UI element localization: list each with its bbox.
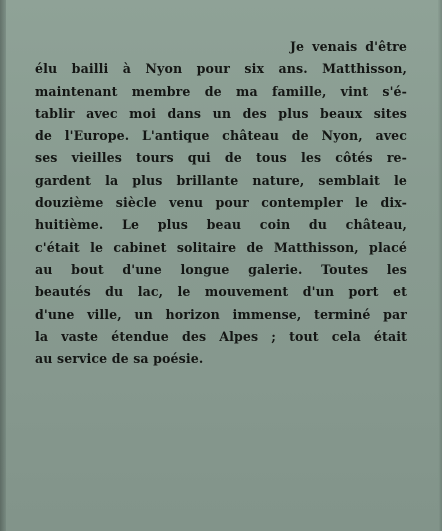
text-line: c'était le cabinet solitaire de Matthisson, placé — [35, 239, 407, 255]
paragraph — [35, 36, 407, 370]
text-line: douzième siècle venu pour contempler le dix- — [35, 195, 407, 211]
text-line: de l'Europe. L'antique château de Nyon, avec — [35, 128, 407, 144]
text-line: maintenant membre de ma famille, vint s'é- — [35, 83, 407, 99]
text-line: élu bailli à Nyon pour six ans. Matthisson, — [35, 61, 407, 77]
text-line: ses vieilles tours qui de tous les côtés re- — [35, 150, 407, 166]
text-line: au bout d'une longue galerie. Toutes les — [35, 261, 407, 277]
text-line: la vaste étendue des Alpes ; tout cela était — [35, 328, 407, 344]
text-line: d'une ville, un horizon immense, terminé par — [35, 306, 407, 322]
text-line: au service de sa poésie. — [35, 351, 204, 367]
text-line: tablir avec moi dans un des plus beaux sites — [35, 105, 407, 121]
text-line: beautés du lac, le mouvement d'un port et — [35, 284, 407, 300]
text-line: gardent la plus brillante nature, semblait le — [35, 172, 407, 188]
text-line: huitième. Le plus beau coin du château, — [35, 217, 407, 233]
text-line: Je venais d'être — [290, 39, 407, 54]
